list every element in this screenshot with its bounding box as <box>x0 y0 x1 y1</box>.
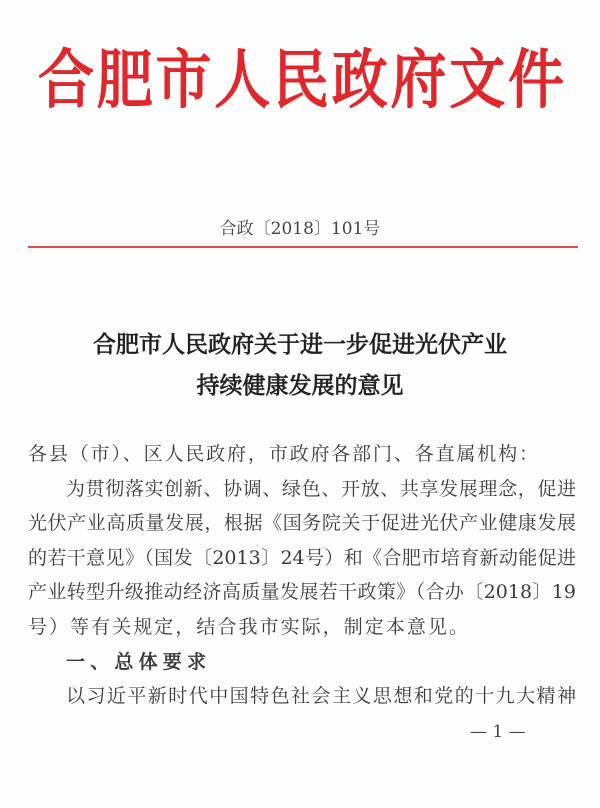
body-line: 号）等有关规定，结合我市实际，制定本意见。 <box>28 616 468 638</box>
body-line: 的若干意见》（国发〔2013〕24号）和《合肥市培育新动能促进 <box>28 547 576 569</box>
body-line: 以习近平新时代中国特色社会主义思想和党的十九大精神 <box>66 685 576 707</box>
body-line: 产业转型升级推动经济高质量发展若干政策》（合办〔2018〕19 <box>28 581 576 603</box>
page-number: — 1 — <box>470 722 526 742</box>
document-masthead: 合肥市人民政府文件 <box>38 42 564 118</box>
body-line: 光伏产业高质量发展，根据《国务院关于促进光伏产业健康发展 <box>28 512 576 534</box>
section-heading: 一、总体要求 <box>66 651 206 673</box>
document-number: 合政〔2018〕101号 <box>219 219 381 239</box>
addressee: 各县（市）、区人民政府，市政府各部门、各直属机构： <box>28 443 538 465</box>
document-title-line-1: 合肥市人民政府关于进一步促进光伏产业 <box>93 331 507 358</box>
red-divider-line <box>28 246 578 248</box>
body-line: 为贯彻落实创新、协调、绿色、开放、共享发展理念，促进 <box>66 478 576 500</box>
document-title-line-2: 持续健康发展的意见 <box>196 372 404 399</box>
